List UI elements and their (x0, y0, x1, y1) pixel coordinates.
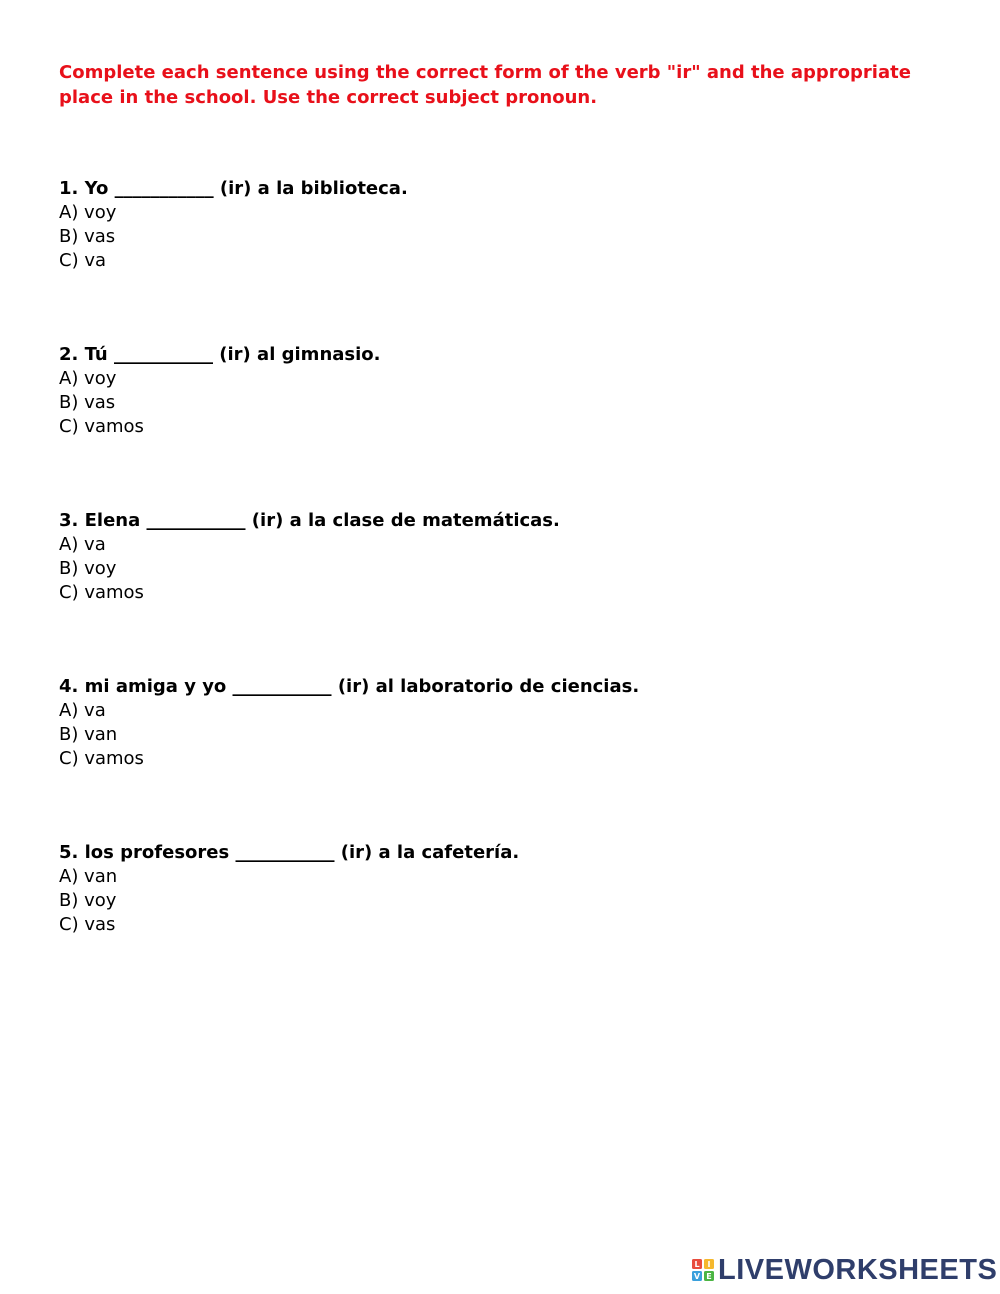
option-b: B) voy (59, 890, 117, 911)
question-text: 1. Yo ___________ (ir) a la biblioteca. (59, 178, 408, 199)
option-b: B) vas (59, 226, 116, 247)
option-a: A) voy (59, 202, 117, 223)
brand-name: LIVEWORKSHEETS (718, 1253, 998, 1286)
liveworksheets-logo-icon (692, 1259, 714, 1281)
option-c: C) vamos (59, 582, 144, 603)
option-a: A) van (59, 866, 118, 887)
question-1 (59, 177, 959, 273)
question-2 (59, 343, 959, 439)
option-a: A) va (59, 534, 106, 555)
question-text: 3. Elena ___________ (ir) a la clase de matemáticas. (59, 510, 560, 531)
question-text: 2. Tú ___________ (ir) al gimnasio. (59, 344, 381, 365)
liveworksheets-brand (692, 1255, 997, 1285)
svg-text:L: L (694, 1260, 700, 1269)
option-c: C) vamos (59, 748, 144, 769)
question-3 (59, 509, 959, 605)
option-b: B) voy (59, 558, 117, 579)
instructions: Complete each sentence using the correct form of the verb "ir" and the appropriate place in the school. Use the correct subject pronoun. (59, 62, 911, 108)
option-c: C) vas (59, 914, 116, 935)
option-a: A) voy (59, 368, 117, 389)
option-b: B) vas (59, 392, 116, 413)
svg-text:E: E (706, 1272, 712, 1281)
option-c: C) vamos (59, 416, 144, 437)
option-b: B) van (59, 724, 118, 745)
question-5 (59, 841, 959, 937)
option-a: A) va (59, 700, 106, 721)
svg-text:I: I (707, 1260, 711, 1269)
question-4 (59, 675, 959, 771)
svg-text:V: V (693, 1272, 701, 1281)
option-c: C) va (59, 250, 106, 271)
question-text: 4. mi amiga y yo ___________ (ir) al laboratorio de ciencias. (59, 676, 640, 697)
question-text: 5. los profesores ___________ (ir) a la cafetería. (59, 842, 520, 863)
